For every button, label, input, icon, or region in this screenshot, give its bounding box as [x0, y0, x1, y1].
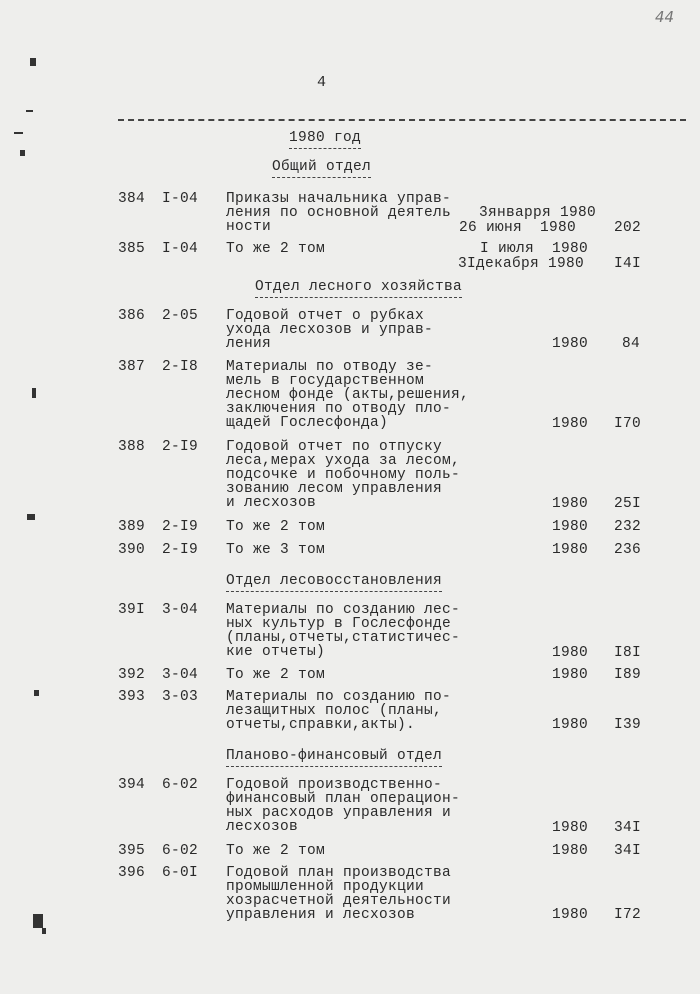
entry-year: 1980 [552, 645, 589, 661]
binding-mark [20, 150, 25, 156]
title-line: Годовой производственно- [226, 777, 443, 793]
title-line: управления и лесхозов [226, 907, 416, 923]
entry-pages: 34I [614, 820, 642, 836]
title-line: промышленной продукции [226, 879, 425, 895]
entry-code: 2-I8 [162, 359, 199, 375]
entry-year: 1980 [552, 667, 589, 683]
entry-title: То же 2 том [226, 667, 326, 683]
entry-pages: I72 [614, 907, 642, 923]
title-line: финансовый план операцион- [226, 791, 461, 807]
entry-year: 1980 [552, 542, 589, 558]
title-line: щадей Гослесфонда) [226, 415, 389, 431]
entry-code: 3-03 [162, 689, 199, 705]
entry-year: 1980 [552, 496, 589, 512]
title-line: леса,мерах ухода за лесом, [226, 453, 461, 469]
entry-number: 387 [118, 359, 146, 375]
title-line: мель в государственном [226, 373, 425, 389]
header-divider [118, 119, 686, 121]
title-line: лесном фонде (акты,решения, [226, 387, 470, 403]
title-line: ных расходов управления и [226, 805, 452, 821]
year-heading: 1980 год [289, 130, 361, 149]
title-line: Годовой план производства [226, 865, 452, 881]
entry-pages: 202 [614, 220, 642, 236]
entry-pages: I70 [614, 416, 642, 432]
entry-year: 1980 [552, 416, 589, 432]
entry-pages: 232 [614, 519, 642, 535]
entry-code: 2-05 [162, 308, 199, 324]
section-heading-general: Общий отдел [272, 159, 371, 178]
title-line: Материалы по отводу зе- [226, 359, 434, 375]
entry-number: 394 [118, 777, 146, 793]
entry-number: 386 [118, 308, 146, 324]
binding-mark [42, 928, 46, 934]
entry-pages: I89 [614, 667, 642, 683]
title-line: Материалы по созданию по- [226, 689, 452, 705]
entry-title: То же 2 том [226, 843, 326, 859]
entry-pages: 236 [614, 542, 642, 558]
title-line: Годовой отчет по отпуску [226, 439, 443, 455]
title-line: ности [226, 219, 272, 235]
entry-pages: 84 [622, 336, 641, 352]
entry-pages: I4I [614, 256, 642, 272]
entry-year: 1980 [552, 907, 589, 923]
binding-mark [14, 132, 23, 134]
entry-number: 390 [118, 542, 146, 558]
title-line: лесхозов [226, 819, 299, 835]
entry-title: То же 3 том [226, 542, 326, 558]
title-line: (планы,отчеты,статистичес- [226, 630, 461, 646]
entry-number: 392 [118, 667, 146, 683]
entry-code: I-04 [162, 241, 199, 257]
entry-number: 393 [118, 689, 146, 705]
entry-year: 1980 [552, 843, 589, 859]
entry-pages: I8I [614, 645, 642, 661]
entry-number: 389 [118, 519, 146, 535]
entry-title: То же 2 том [226, 241, 326, 257]
entry-code: 6-02 [162, 777, 199, 793]
entry-code: 6-0I [162, 865, 199, 881]
title-line: зованию лесом управления [226, 481, 443, 497]
section-heading-reforestation: Отдел лесовосстановления [226, 573, 442, 592]
title-line: отчеты,справки,акты). [226, 717, 416, 733]
entry-pages: 34I [614, 843, 642, 859]
entry-code: 2-I9 [162, 542, 199, 558]
title-line: хозрасчетной деятельности [226, 893, 452, 909]
entry-number: 388 [118, 439, 146, 455]
title-line: Приказы начальника управ- [226, 191, 452, 207]
section-heading-planning: Планово-финансовый отдел [226, 748, 442, 767]
entry-year: 1980 [552, 519, 589, 535]
binding-mark [32, 388, 36, 398]
title-line: ных культур в Гослесфонде [226, 616, 452, 632]
entry-pages: I39 [614, 717, 642, 733]
section-heading-forestry: Отдел лесного хозяйства [255, 279, 462, 298]
title-line: ления [226, 336, 272, 352]
entry-number: 385 [118, 241, 146, 257]
title-line: подсочке и побочному поль- [226, 467, 461, 483]
entry-pages: 25I [614, 496, 642, 512]
binding-mark [26, 110, 33, 112]
title-line: ления по основной деятель [226, 205, 452, 221]
title-line: ухода лесхозов и управ- [226, 322, 434, 338]
entry-code: 6-02 [162, 843, 199, 859]
entry-code: 3-04 [162, 602, 199, 618]
binding-mark [27, 514, 35, 520]
entry-year: 1980 [552, 336, 589, 352]
title-line: Материалы по созданию лес- [226, 602, 461, 618]
entry-date-start: I июля 1980 [480, 241, 589, 257]
entry-title: То же 2 том [226, 519, 326, 535]
entry-year: 1980 [552, 820, 589, 836]
entry-code: 2-I9 [162, 439, 199, 455]
title-line: лезащитных полос (планы, [226, 703, 443, 719]
entry-number: 384 [118, 191, 146, 207]
handwritten-page-number: 44 [655, 8, 675, 26]
entry-date-start: 3январря 1980 [479, 205, 597, 221]
entry-code: 2-I9 [162, 519, 199, 535]
binding-mark [33, 914, 43, 928]
page-number: 4 [317, 74, 327, 91]
entry-year: 1980 [552, 717, 589, 733]
title-line: кие отчеты) [226, 644, 326, 660]
entry-code: I-04 [162, 191, 199, 207]
title-line: Годовой отчет о рубках [226, 308, 425, 324]
entry-date-end: 3Iдекабря 1980 [458, 256, 585, 272]
entry-code: 3-04 [162, 667, 199, 683]
title-line: и лесхозов [226, 495, 317, 511]
binding-mark [34, 690, 39, 696]
entry-date-end: 26 июня 1980 [459, 220, 577, 236]
binding-mark [30, 58, 36, 66]
entry-number: 395 [118, 843, 146, 859]
entry-number: 39I [118, 602, 146, 618]
title-line: заключения по отводу пло- [226, 401, 452, 417]
entry-number: 396 [118, 865, 146, 881]
